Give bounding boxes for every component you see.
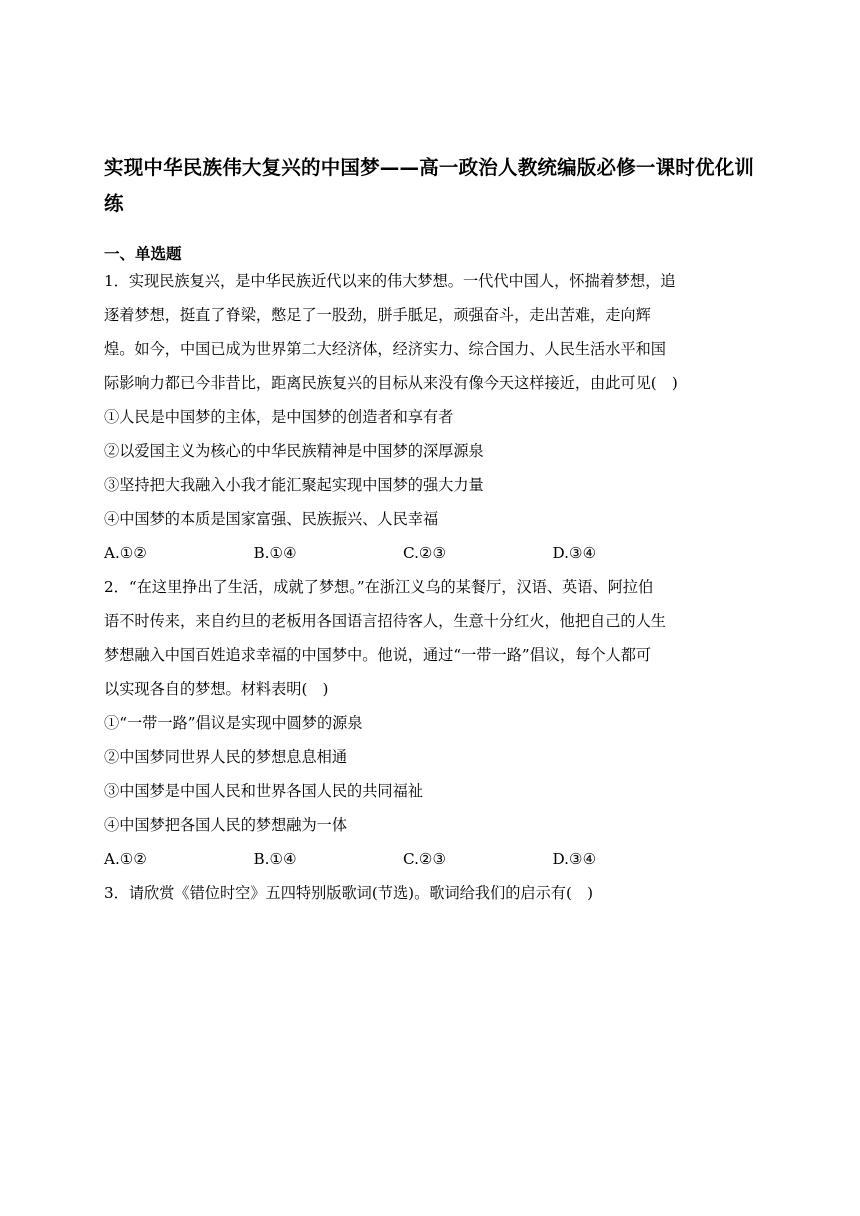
question-3 <box>104 876 759 910</box>
question-list <box>104 264 759 910</box>
option-c[interactable]: C.②③ <box>403 850 447 868</box>
answer-options <box>104 536 759 570</box>
option-d[interactable]: D.③④ <box>552 850 597 868</box>
question-stem-line: 煌。如今，中国已成为世界第二大经济体，经济实力、综合国力、人民生活水平和国 <box>104 340 666 358</box>
question-stem-line: 梦想融入中国百姓追求幸福的中国梦中。他说，通过“一带一路”倡议，每个人都可 <box>104 646 652 664</box>
question-stem-line: 逐着梦想，挺直了脊梁，憋足了一股劲，胼手胝足，顽强奋斗，走出苦难，走向辉 <box>104 306 651 324</box>
statement-item: ④中国梦把各国人民的梦想融为一体 <box>104 816 347 834</box>
statement-item: ②中国梦同世界人民的梦想息息相通 <box>104 748 347 766</box>
question-stem-line: 2．“在这里挣出了生活，成就了梦想。”在浙江义乌的某餐厅，汉语、英语、阿拉伯 <box>104 578 654 596</box>
question-stem-line: 以实现各自的梦想。材料表明( ) <box>104 680 329 698</box>
statement-item: ③坚持把大我融入小我才能汇聚起实现中国梦的强大力量 <box>104 476 484 494</box>
option-b[interactable]: B.①④ <box>253 850 297 868</box>
option-d[interactable]: D.③④ <box>552 544 597 562</box>
question-stem-line: 3．请欣赏《错位时空》五四特别版歌词(节选)。歌词给我们的启示有( ) <box>104 884 593 902</box>
question-stem-line: 1．实现民族复兴，是中华民族近代以来的伟大梦想。一代代中国人，怀揣着梦想，追 <box>104 272 676 290</box>
statement-item: ①人民是中国梦的主体，是中国梦的创造者和享有者 <box>104 408 454 426</box>
option-b[interactable]: B.①④ <box>253 544 297 562</box>
question-1 <box>104 264 759 570</box>
statement-item: ③中国梦是中国人民和世界各国人民的共同福祉 <box>104 782 423 800</box>
statement-item: ②以爱国主义为核心的中华民族精神是中国梦的深厚源泉 <box>104 442 484 460</box>
question-2 <box>104 570 759 876</box>
option-a[interactable]: A.①② <box>104 850 148 868</box>
option-c[interactable]: C.②③ <box>403 544 447 562</box>
question-stem-line: 语不时传来，来自约旦的老板用各国语言招待客人，生意十分红火，他把自己的人生 <box>104 612 666 630</box>
statement-item: ④中国梦的本质是国家富强、民族振兴、人民幸福 <box>104 510 439 528</box>
statement-item: ①“一带一路”倡议是实现中圆梦的源泉 <box>104 714 363 732</box>
question-stem-line: 际影响力都已今非昔比，距离民族复兴的目标从来没有像今天这样接近，由此可见( ) <box>104 374 678 392</box>
document-title: 实现中华民族伟大复兴的中国梦——高一政治人教统编版必修一课时优化训练 <box>104 156 755 215</box>
answer-options <box>104 842 759 876</box>
section-heading: 一、单选题 <box>104 245 182 263</box>
option-a[interactable]: A.①② <box>104 544 148 562</box>
